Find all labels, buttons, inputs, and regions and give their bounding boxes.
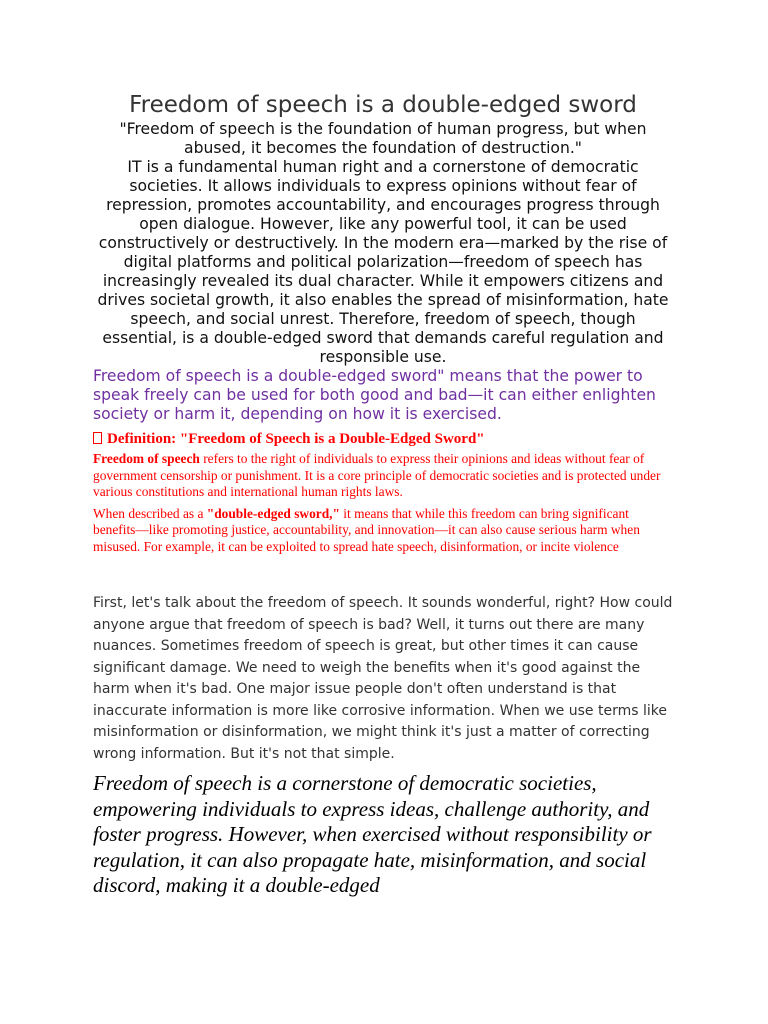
definition-term: Freedom of speech	[93, 451, 200, 466]
definition-heading-text: Definition: "Freedom of Speech is a Double-Edged Sword"	[107, 431, 485, 447]
definition-paragraph-2	[93, 506, 673, 556]
missing-glyph-icon	[93, 432, 102, 444]
definition-p2-bold: "double-edged sword,"	[206, 505, 340, 521]
intro-quote: "Freedom of speech is the foundation of human progress, but when abused, it becomes the foundation of destruction."	[119, 120, 647, 157]
definition-heading	[93, 427, 673, 451]
purple-paragraph: Freedom of speech is a double-edged sword" means that the power to speak freely can be used for both good and bad—it can either enlighten society or harm it, depending on how it is exercised.	[93, 367, 656, 423]
definition-p1-text: refers to the right of individuals to express their opinions and ideas without fear of government censorship or punishment. It is a core principle of democratic societies and is protected under various constitutions and international human rights laws.	[93, 451, 661, 499]
definition-p2-text: it means that while this freedom can bring significant benefits—like promoting justice, accountability, and innovation—it can also cause serious harm when misused. For example, it can be exploited to spread hate speech, disinformation, or incite violence	[93, 505, 640, 554]
plain-paragraph: First, let's talk about the freedom of speech. It sounds wonderful, right? How could anyone argue that freedom of speech is bad? Well, it turns out there are many nuances. Sometimes freedom of speech is great, but other times it can cause significant damage. We need to weigh the benefits when it's good against the harm when it's bad. One major issue people don't often understand is that inaccurate information is more like corrosive information. When we use terms like misinformation or disinformation, we might think it's just a matter of correcting wrong information. But it's not that simple.	[93, 595, 673, 762]
intro-body: IT is a fundamental human right and a cornerstone of democratic societies. It allows individuals to express opinions without fear of repression, promotes accountability, and encourages progress through open dialogue. However, like any powerful tool, it can be used constructively or destructively. In the modern era—marked by the rise of digital platforms and political polarization—freedom of speech has increasingly revealed its dual character. While it empowers citizens and drives societal growth, it also enables the spread of misinformation, hate speech, and social unrest. Therefore, freedom of speech, though essential, is a double-edged sword that demands careful regulation and responsible use.	[97, 158, 669, 366]
italic-paragraph: Freedom of speech is a cornerstone of democratic societies, empowering individuals to express ideas, challenge authority, and foster progress. However, when exercised without responsibility or regulation, it can also propagate hate, misinformation, and social discord, making it a double-edged	[93, 771, 652, 897]
definition-paragraph-1	[93, 451, 673, 501]
intro-paragraph	[93, 120, 673, 367]
definition-p2-start: When described as a	[93, 505, 207, 521]
document-page	[93, 0, 673, 899]
document-title: Freedom of speech is a double-edged sword	[129, 92, 637, 118]
